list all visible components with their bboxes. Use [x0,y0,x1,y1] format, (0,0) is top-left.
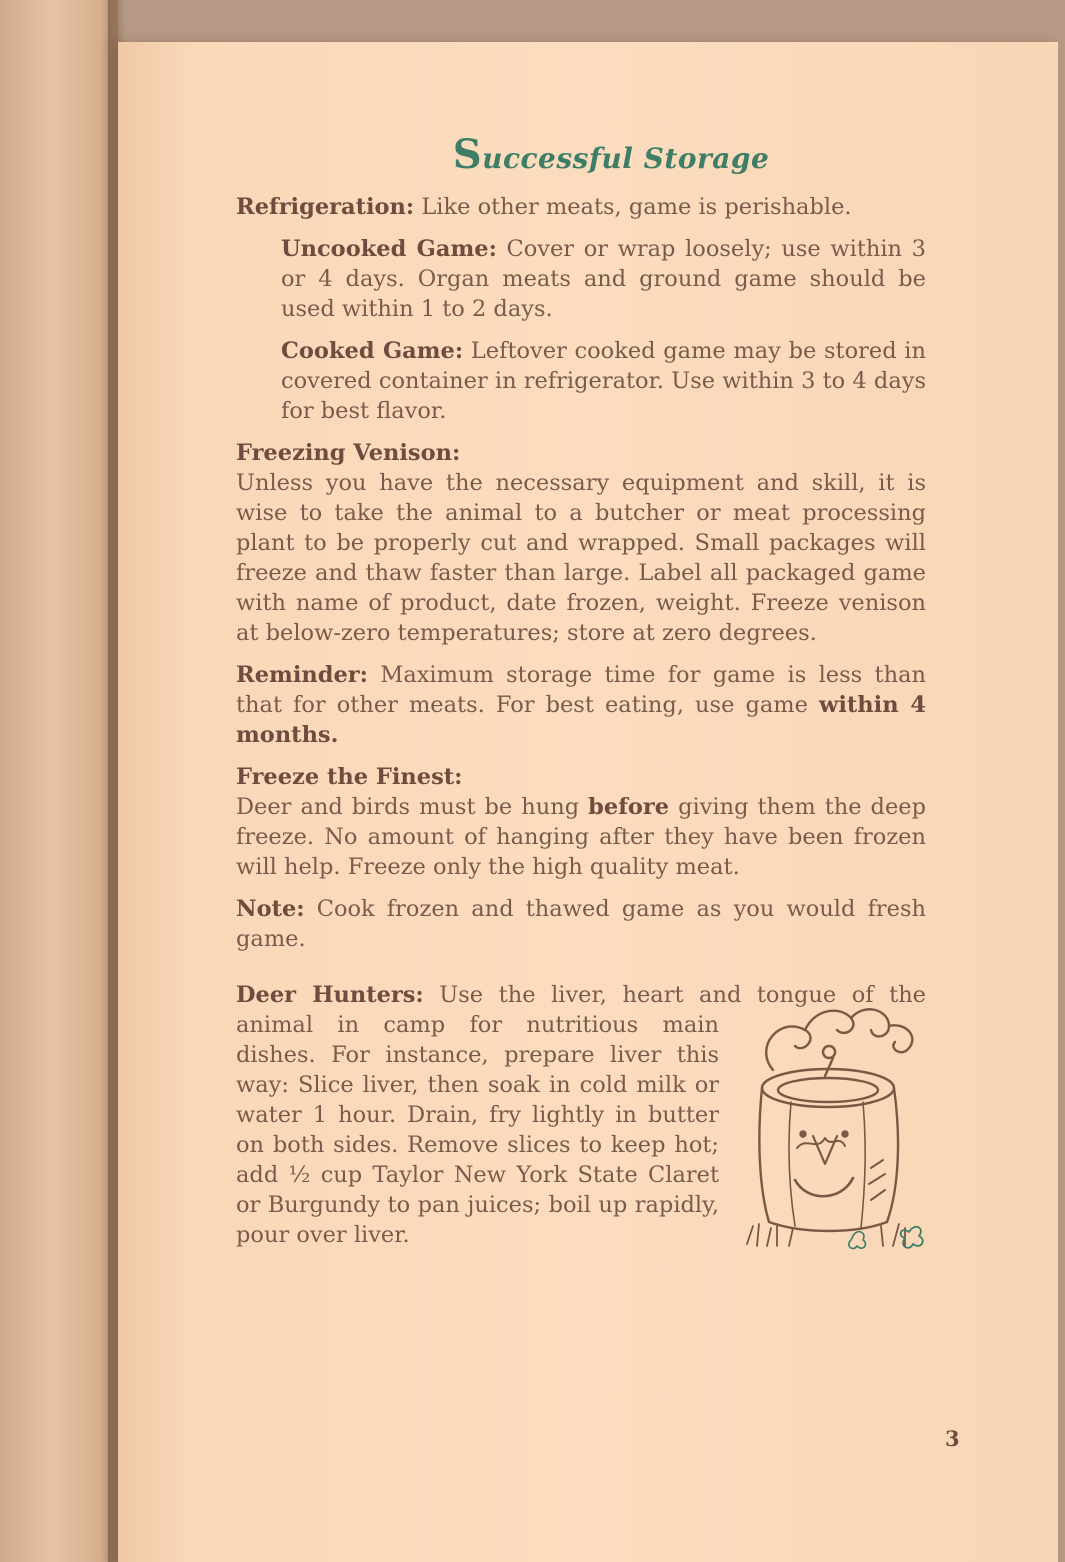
uncooked-game-paragraph [281,234,926,324]
note-paragraph [236,894,926,954]
page-title [296,131,926,178]
freeze-finest-heading: Freeze the Finest: [236,764,463,790]
reminder-text: Maximum storage time for game is less than that for other meats. For best eating, use game [236,662,926,718]
uncooked-game-heading: Uncooked Game: [281,236,497,262]
wine-barrel-mascot-icon [733,988,938,1253]
cooked-game-text: Leftover cooked game may be stored in covered container in refrigerator. Use within 3 to 4 days for best flavor. [281,338,926,424]
refrigeration-text: Like other meats, game is perishable. [414,194,852,220]
title-rest: uccessful Storage [482,142,770,175]
reminder-paragraph [236,660,926,750]
note-text: Cook frozen and thawed game as you would fresh game. [236,896,926,952]
refrigeration-heading: Refrigeration: [236,194,415,220]
uncooked-game-text: Cover or wrap loosely; use within 3 or 4 days. Organ meats and ground game should be used within 1 to 2 days. [281,236,926,322]
reminder-emphasis: within 4 months. [236,692,926,748]
left-page-edge [0,0,118,1562]
cooked-game-paragraph [281,336,926,426]
title-initial: S [452,131,483,178]
refrigeration-paragraph [236,192,926,222]
deer-hunters-heading: Deer Hunters: [236,982,424,1008]
deer-hunters-text: Use the liver, heart and tongue of the animal in camp for nutritious main dishes. For instance, prepare liver this way: Slice liver, then soak in cold milk or water 1 hour. Drain, fry lightly in butter on both sides. Remove slices to keep hot; add ½ cup Taylor New York State Claret or Burgundy to pan juices; boil up rapidly, pour over liver. [236,982,926,1248]
freeze-finest-text-before: Deer and birds must be hung [236,794,589,820]
note-heading: Note: [236,896,305,922]
reminder-heading: Reminder: [236,662,368,688]
page-number: 3 [945,1426,960,1451]
cooked-game-heading: Cooked Game: [281,338,464,364]
freezing-venison-text: Unless you have the necessary equipment and skill, it is wise to take the animal to a butcher or meat processing plant to be properly cut and wrapped. Small packages will freeze and thaw faster than large. Label all packaged game with name of product, date frozen, weight. Freeze venison at below-zero temperatures; store at zero degrees. [236,470,926,646]
deer-hunters-section [236,980,926,1250]
freeze-finest-text-after: giving them the deep freeze. No amount of hanging after they have been frozen will help. Freeze only the high quality meat. [236,794,926,880]
freeze-finest-paragraph [236,792,926,882]
page-content [236,130,926,1262]
freezing-venison-heading: Freezing Venison: [236,440,461,466]
freeze-finest-emphasis: before [588,794,670,820]
